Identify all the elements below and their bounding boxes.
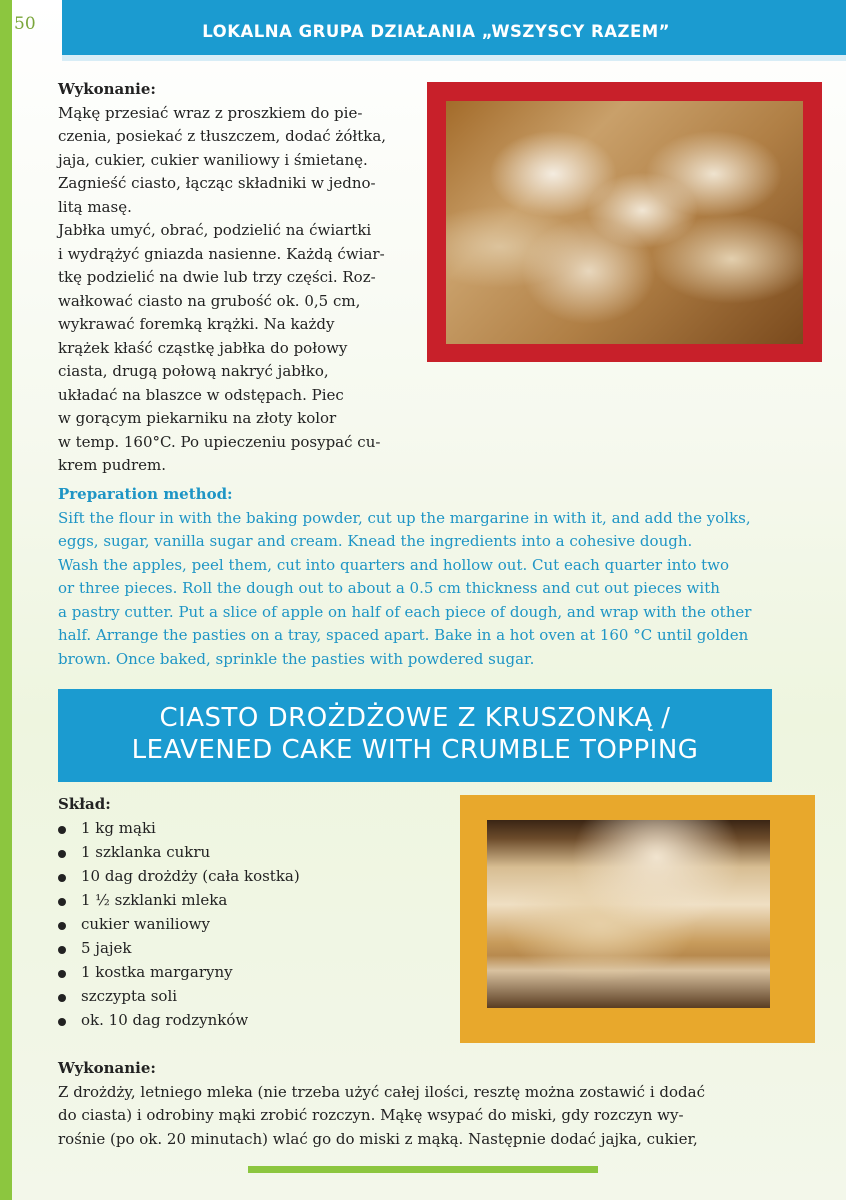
text-line: a pastry cutter. Put a slice of apple on half of each piece of dough, and wrap with the other — [58, 602, 752, 621]
bullet-icon — [58, 970, 66, 978]
ingredient-text: szczypta soli — [81, 986, 178, 1005]
bullet-icon — [58, 898, 66, 906]
ingredient-text: 10 dag drożdży (cała kostka) — [81, 866, 300, 885]
list-item — [58, 865, 458, 889]
bullet-icon — [58, 922, 66, 930]
list-item — [58, 817, 458, 841]
text-line: Mąkę przesiać wraz z proszkiem do pie- — [58, 103, 363, 122]
text-line: w temp. 160°C. Po upieczeniu posypać cu- — [58, 432, 381, 451]
bullet-icon — [58, 946, 66, 954]
crumble-cake-photo — [487, 820, 770, 1008]
recipe1-method-label: Wykonanie: — [58, 80, 156, 98]
text-line: krem pudrem. — [58, 456, 167, 474]
photo-frame-apple-pasties — [427, 82, 822, 362]
list-item — [58, 1009, 458, 1033]
bullet-icon — [58, 994, 66, 1002]
text-line: brown. Once baked, sprinkle the pasties with powdered sugar. — [58, 649, 535, 668]
text-line: eggs, sugar, vanilla sugar and cream. Knead the ingredients into a cohesive dough. — [58, 532, 693, 550]
text-line: Sift the flour in with the baking powder, cut up the margarine in with it, and add the yolks, — [58, 508, 751, 527]
recipe2-ingredients — [58, 793, 458, 1033]
text-line: wykrawać foremką krążki. Na każdy — [58, 315, 335, 333]
list-item — [58, 961, 458, 985]
header-strip — [62, 55, 846, 61]
text-line: do ciasta) i odrobiny mąki zrobić rozczyn. Mąkę wsypać do miski, gdy rozczyn wy- — [58, 1106, 684, 1124]
recipe1-method-en — [58, 483, 778, 671]
recipe1-method-pl — [58, 78, 410, 478]
text-line: w gorącym piekarniku na złoty kolor — [58, 409, 337, 427]
recipe2-method-label: Wykonanie: — [58, 1059, 156, 1077]
text-line: Jabłka umyć, obrać, podzielić na ćwiartki — [58, 221, 372, 239]
bullet-icon — [58, 826, 66, 834]
list-item — [58, 985, 458, 1009]
bullet-icon — [58, 1018, 66, 1026]
apple-pasties-photo — [446, 101, 803, 344]
page-number: 50 — [14, 14, 36, 34]
header-title: LOKALNA GRUPA DZIAŁANIA „WSZYSCY RAZEM” — [202, 22, 670, 41]
text-line: ciasta, drugą połową nakryć jabłko, — [58, 362, 329, 380]
list-item — [58, 841, 458, 865]
text-line: litą masę. — [58, 197, 132, 216]
ingredient-text: 1 ½ szklanki mleka — [81, 890, 228, 909]
text-line: układać na blaszce w odstępach. Piec — [58, 385, 344, 404]
text-line: krążek kłaść cząstkę jabłka do połowy — [58, 338, 348, 357]
text-line: half. Arrange the pasties on a tray, spaced apart. Bake in a hot oven at 160 °C until golden — [58, 626, 749, 644]
text-line: Wash the apples, peel them, cut into quarters and hollow out. Cut each quarter into two — [58, 555, 730, 574]
left-accent-bar — [0, 0, 12, 1200]
text-line: or three pieces. Roll the dough out to about a 0.5 cm thickness and cut out pieces with — [58, 579, 720, 597]
text-line: wałkować ciasto na grubość ok. 0,5 cm, — [58, 291, 361, 310]
recipe2-title-line1: CIASTO DROŻDŻOWE Z KRUSZONKĄ / — [159, 703, 671, 733]
bullet-icon — [58, 874, 66, 882]
preparation-method-label: Preparation method: — [58, 485, 233, 503]
ingredients-label: Skład: — [58, 795, 111, 813]
recipe2-title-banner — [58, 689, 772, 782]
list-item — [58, 937, 458, 961]
ingredient-text: ok. 10 dag rodzynków — [81, 1010, 249, 1029]
ingredient-text: 1 kg mąki — [81, 818, 156, 837]
bullet-icon — [58, 850, 66, 858]
text-line: Zagnieść ciasto, łącząc składniki w jedno- — [58, 174, 376, 192]
text-line: tkę podzielić na dwie lub trzy części. Roz- — [58, 268, 376, 286]
list-item — [58, 913, 458, 937]
ingredient-text: 1 szklanka cukru — [81, 842, 211, 861]
ingredient-text: cukier waniliowy — [81, 914, 210, 933]
text-line: czenia, posiekać z tłuszczem, dodać żółtka, — [58, 127, 387, 145]
text-line: i wydrążyć gniazda nasienne. Każdą ćwiar- — [58, 244, 385, 263]
text-line: Z drożdży, letniego mleka (nie trzeba użyć całej ilości, resztę można zostawić i dodać — [58, 1082, 705, 1101]
list-item — [58, 889, 458, 913]
ingredient-text: 1 kostka margaryny — [81, 962, 233, 981]
text-line: jaja, cukier, cukier waniliowy i śmietanę. — [58, 150, 368, 169]
ingredient-text: 5 jajek — [81, 938, 132, 957]
recipe2-method — [58, 1057, 778, 1151]
recipe2-title-line2: LEAVENED CAKE WITH CRUMBLE TOPPING — [131, 735, 699, 765]
photo-frame-crumble-cake — [460, 795, 815, 1043]
ingredients-list — [58, 817, 458, 1033]
text-line: rośnie (po ok. 20 minutach) wlać go do miski z mąką. Następnie dodać jajka, cukier, — [58, 1129, 698, 1148]
footer-accent-bar — [248, 1166, 598, 1173]
